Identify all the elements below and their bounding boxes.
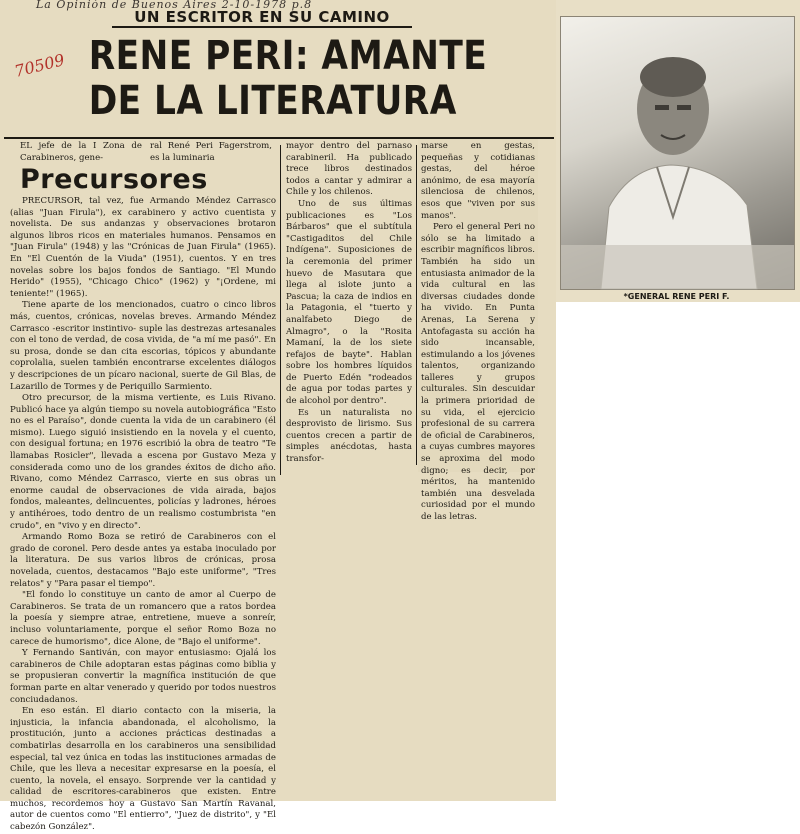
paragraph: En eso están. El diario contacto con la miseria, la injusticia, la infancia abandonada, el alcoholismo, la prostitución, junto a acciones prácticas destinadas a combatirlas desarrolla en los carabineros una sensibilidad especial, tal vez única en todas las instituciones armadas de Chile, que les lleva a necesitar expresarse en la poesía, el cuento, la novela, el ensayo. Sorprende ver la cantidad y calidad de escritores-carabineros que existen. Entre muchos, recordemos hoy a Gustavo San Martín Ravanal, autor de cuentos como "El entierro", "Juez de distrito", y "El cabezón González". xyxy=(10,706,276,833)
photo-caption: *GENERAL RENE PERI F. xyxy=(623,292,730,301)
headline-line-1: RENE PERI: AMANTE xyxy=(88,33,488,79)
handwritten-source-note: La Opinión de Buenos Aires 2-10-1978 p.8 xyxy=(36,0,313,11)
column-rule-2 xyxy=(416,145,417,465)
column-2-intro: ral René Peri Fagerstrom, es la luminaria xyxy=(150,141,272,163)
portrait-illustration xyxy=(561,17,794,289)
right-text-column xyxy=(421,141,535,522)
paragraph: Armando Romo Boza se retiró de Carabineros con el grado de coronel. Pero desde antes ya estaba inoculado por la literatura. De sus varios libros de crónicas, prosa novelada, cuentos, destacamos "Bajo este uniforme", "Tres relatos" y "Para pasar el tiempo". xyxy=(10,532,276,589)
paragraph: Uno de sus últimas publicaciones es "Los Bárbaros" que el subtítula "Castigaditos del Chile Indígena". Suposiciones de la ceremonia del primer huevo de Masutara que llega al islote junto a Pascua; la caza de indios en la Patagonia, el "tuerto y analfabeto Diego de Almagro", o la "Rosita Mamaní, la de los siete refajos de bayte". Hablan sobre los hombres líquidos de Puerto Edén "rodeados de agua por todas partes y de alcohol por dentro". xyxy=(286,198,412,407)
paragraph: Pero el general Peri no sólo se ha limitado a escribir magníficos libros. También ha sido un entusiasta animador de la vida cultural en las diversas ciudades donde ha vivido. En Punta Arenas, La Serena y Antofagasta su acción ha sido incansable, estimulando a los jóvenes talentos, organizando talleres y grupos culturales. Sin descuidar la primera prioridad de su vida, el ejercicio profesional de su carrera de oficial de Carabineros, a cuyas cumbres mayores se aproxima del modo digno; es decir, por méritos, ha mantenido también una desvelada curiosidad por el mundo de las letras. xyxy=(421,222,535,522)
left-text-block xyxy=(10,196,276,833)
portrait-photo xyxy=(560,16,795,290)
paragraph: Y Fernando Santiván, con mayor entusiasmo: Ojalá los carabineros de Chile adoptaran estas páginas como biblia y se propusieran convertir la magnífica institución de que forman parte en altar venerado y querido por todos nuestros conciudadanos. xyxy=(10,648,276,705)
article-headline xyxy=(88,33,488,124)
headline-line-2: DE LA LITERATURA xyxy=(88,78,457,124)
paragraph: Es un naturalista no desprovisto de lirismo. Sus cuentos crecen a partir de simples anécdotas, hasta transfor- xyxy=(286,407,412,465)
column-1-intro: EL jefe de la I Zona de Carabineros, gene- xyxy=(20,141,142,163)
section-subhead: Precursores xyxy=(20,164,208,195)
paragraph: Otro precursor, de la misma vertiente, es Luis Rivano. Publicó hace ya algún tiempo su novela autobiográfica "Esto no es el Paraíso", donde cuenta la vida de un carabinero (él mismo). Luego siguió insistiendo en la novela y el cuento, con desigual fortuna; en 1976 escribió la obra de teatro "Te llamabas Rosicler", llevada a escena por Gustavo Meza y considerada como uno de los grandes éxitos de dicho año. Rivano, como Méndez Carrasco, vierte en sus obras un enorme caudal de observaciones de vida airada, bajos fondos, maleantes, delincuentes, policías y ladrones, héroes y antihéroes, todo dentro de un realismo costumbrista "en crudo", en "vivo y en directo". xyxy=(10,393,276,531)
paragraph: PRECURSOR, tal vez, fue Armando Méndez Carrasco (alias "Juan Firula"), ex carabinero y activo cuentista y novelista. De sus andanzas y observaciones brotaron algunos libros ricos en materiales humanos. Pensamos en "Juan Firula" (1948) y las "Crónicas de Juan Firula" (1965). En "El Cuentón de la Viuda" (1951), cuentos. Y en tres novelas sobre los bajos fondos de Santiago. "El Mundo Herido" (1955), "Chicago Chico" (1962) y "¡Ordene, mi teniente!" (1965). xyxy=(10,196,276,299)
middle-text-column xyxy=(286,141,412,471)
handwritten-marginal-number: 70509 xyxy=(12,50,67,81)
paragraph: Tiene aparte de los mencionados, cuatro o cinco libros más, cuentos, crónicas, novelas breves. Armando Méndez Carrasco -escritor instintivo- suple las destrezas artesanales con el tono de verdad, de cosa vivida, de "a mí me pasó". En su prosa, donde se dan cita escorias, tópicos y abundante coprolalia, suelen también encontrarse excelentes diálogos y descripciones de un pícaro nacional, suerte de Gil Blas, de Lazarillo de Tormes y de Periquillo Sarmiento. xyxy=(10,300,276,392)
column-rule-1 xyxy=(280,145,281,475)
headline-divider xyxy=(4,137,554,139)
paragraph: mayor dentro del parnaso carabineril. Ha publicado trece libros destinados todos a cantar y admirar a Chile y los chilenos. xyxy=(286,141,412,198)
paragraph: "El fondo lo constituye un canto de amor al Cuerpo de Carabineros. Se trata de un romancero que a ratos bordea la poesía y siempre atrae, entretiene, mueve a sonreír, incluso voluntariamente, porque el señor Romo Boza no carece de humorismo", dice Alone, de "Bajo el uniforme". xyxy=(10,590,276,647)
article-kicker: UN ESCRITOR EN SU CAMINO xyxy=(112,8,412,28)
paragraph: marse en gestas, pequeñas y cotidianas gestas, del héroe anónimo, de esa mayoría silenciosa de chilenos, esos que "viven por sus manos". xyxy=(421,141,535,221)
